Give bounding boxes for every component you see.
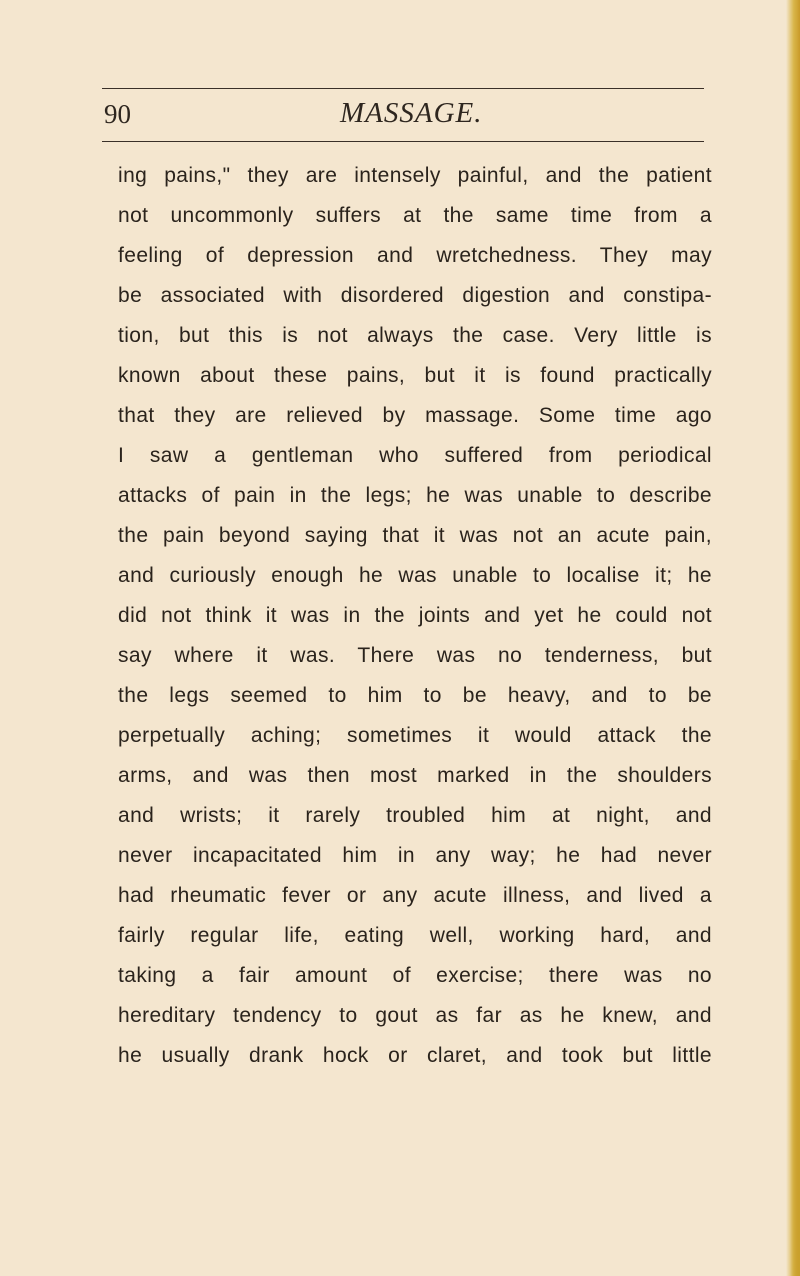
running-title: MASSAGE.: [340, 97, 483, 129]
text-line: perpetually aching; sometimes it would attack the: [118, 724, 712, 747]
text-line: tion, but this is not always the case. Very little is: [118, 324, 712, 347]
text-line: and wrists; it rarely troubled him at night, and: [118, 804, 712, 827]
text-line: feeling of depression and wretchedness. They may: [118, 244, 712, 267]
text-line: he usually drank hock or claret, and took but little: [118, 1044, 712, 1067]
text-line: ing pains," they are intensely painful, and the patient: [118, 164, 712, 187]
text-line: the legs seemed to him to be heavy, and to be: [118, 684, 712, 707]
text-line: the pain beyond saying that it was not an acute pain,: [118, 524, 712, 547]
text-line: known about these pains, but it is found practically: [118, 364, 712, 387]
text-line: I saw a gentleman who suffered from periodical: [118, 444, 712, 467]
text-line: fairly regular life, eating well, working hard, and: [118, 924, 712, 947]
text-line: and curiously enough he was unable to localise it; he: [118, 564, 712, 587]
text-line: not uncommonly suffers at the same time from a: [118, 204, 712, 227]
running-head: [102, 72, 704, 144]
text-line: that they are relieved by massage. Some time ago: [118, 404, 712, 427]
text-line: hereditary tendency to gout as far as he knew, and: [118, 1004, 712, 1027]
page-edge-shadow: [790, 760, 800, 1276]
body-text: [118, 156, 712, 1076]
text-line: had rheumatic fever or any acute illness, and lived a: [118, 884, 712, 907]
text-line: be associated with disordered digestion and constipa-: [118, 284, 712, 307]
text-line: attacks of pain in the legs; he was unable to describe: [118, 484, 712, 507]
text-line: say where it was. There was no tenderness, but: [118, 644, 712, 667]
text-line: taking a fair amount of exercise; there was no: [118, 964, 712, 987]
text-line: did not think it was in the joints and yet he could not: [118, 604, 712, 627]
header-rule-bottom: [102, 141, 704, 142]
page-number: 90: [104, 99, 131, 129]
text-line: arms, and was then most marked in the shoulders: [118, 764, 712, 787]
header-rule-top: [102, 88, 704, 89]
text-line: never incapacitated him in any way; he had never: [118, 844, 712, 867]
